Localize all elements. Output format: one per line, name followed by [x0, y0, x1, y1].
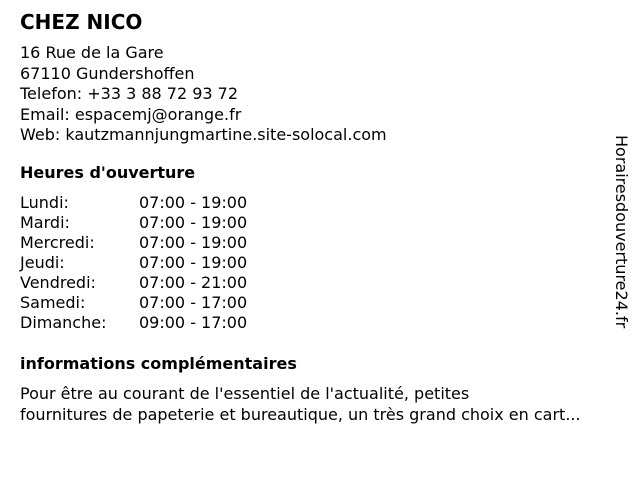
email-address: Email: espacemj@orange.fr: [20, 104, 242, 124]
day-label: Vendredi:: [20, 273, 96, 292]
address-street: 16 Rue de la Gare: [20, 43, 164, 62]
opening-hours-list: [20, 193, 280, 333]
day-label: Mercredi:: [20, 233, 95, 252]
hours-row-saturday: [20, 293, 280, 313]
hours-row-sunday: [20, 313, 280, 333]
time-range: 07:00 - 21:00: [139, 273, 248, 292]
time-range: 07:00 - 17:00: [139, 293, 248, 312]
day-label: Mardi:: [20, 213, 70, 232]
day-label: Jeudi:: [20, 253, 65, 272]
hours-row-tuesday: [20, 213, 280, 233]
site-domain-vertical-label: Horairesdouverture24.fr: [612, 135, 631, 329]
hours-row-wednesday: [20, 233, 280, 253]
description-line-2: fournitures de papeterie et bureautique, un très grand choix en cart...: [20, 405, 581, 424]
opening-hours-heading: Heures d'ouverture: [20, 163, 196, 182]
phone-number: Telefon: +33 3 88 72 93 72: [20, 84, 239, 103]
contact-block: [20, 43, 387, 146]
website: Web: kautzmannjungmartine.site-solocal.com: [20, 125, 387, 144]
description-line-1: Pour être au courant de l'essentiel de l'actualité, petites: [20, 384, 470, 403]
business-name: CHEZ NICO: [20, 10, 143, 34]
additional-info-heading: informations complémentaires: [20, 354, 297, 373]
hours-row-friday: [20, 273, 280, 293]
time-range: 07:00 - 19:00: [139, 253, 248, 272]
day-label: Samedi:: [20, 293, 86, 312]
additional-info-text: [20, 383, 635, 425]
address-city: 67110 Gundershoffen: [20, 63, 195, 83]
day-label: Lundi:: [20, 193, 69, 212]
day-label: Dimanche:: [20, 313, 107, 332]
hours-row-monday: [20, 193, 280, 213]
hours-row-thursday: [20, 253, 280, 273]
time-range: 09:00 - 17:00: [139, 313, 248, 332]
time-range: 07:00 - 19:00: [139, 233, 248, 252]
time-range: 07:00 - 19:00: [139, 193, 248, 212]
time-range: 07:00 - 19:00: [139, 213, 248, 232]
